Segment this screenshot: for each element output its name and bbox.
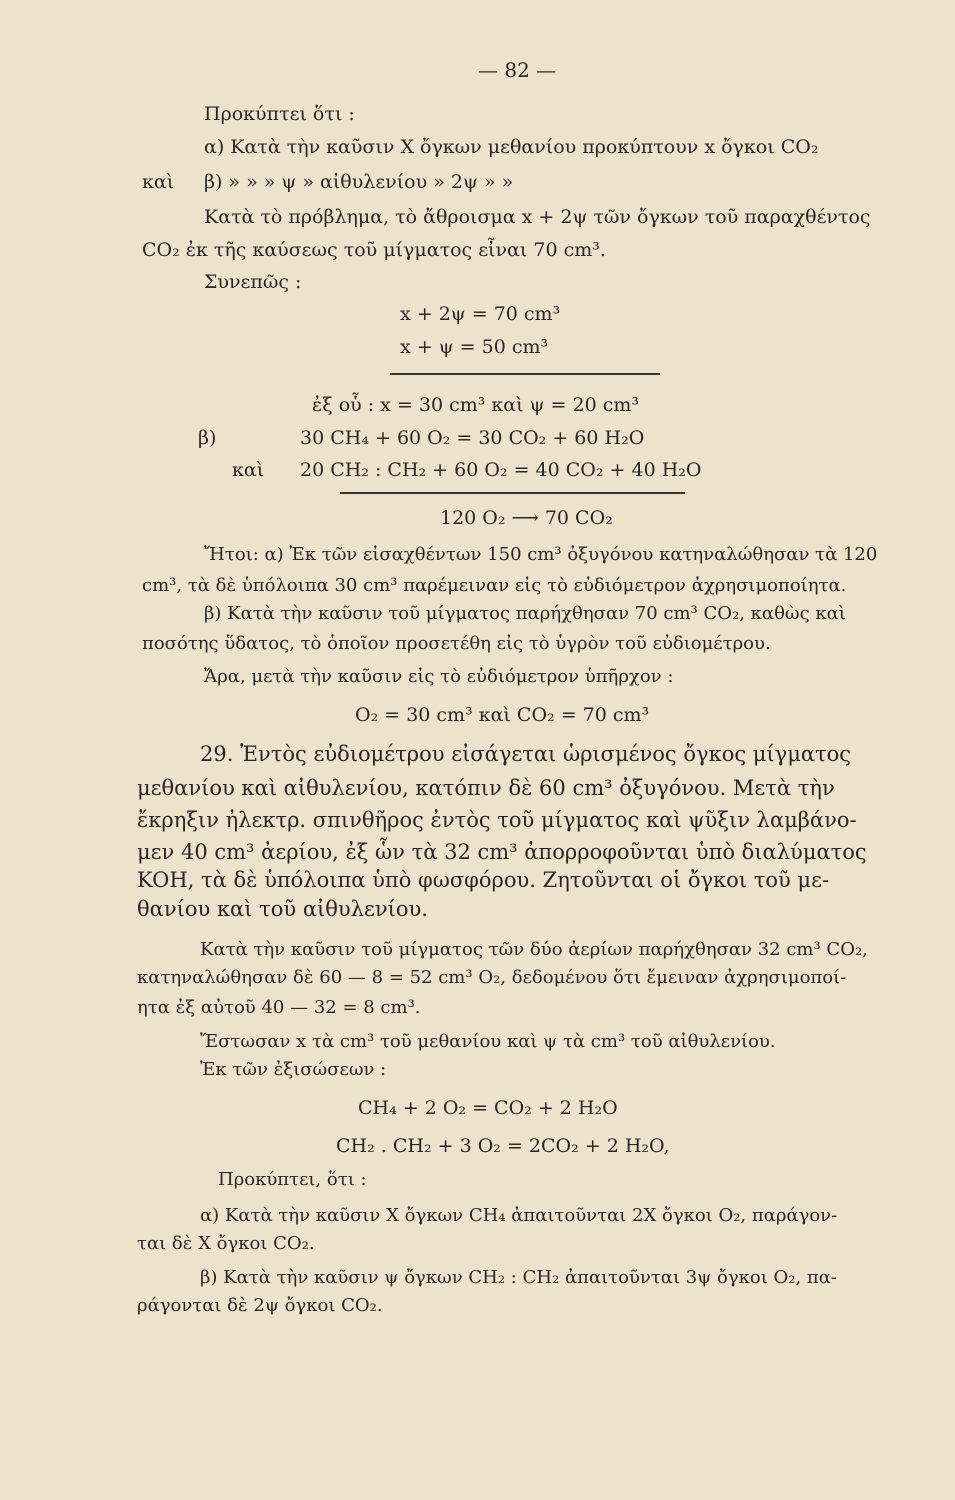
text-line: ται δὲ X ὄγκοι CO₂.: [137, 1233, 315, 1254]
divider: [340, 492, 685, 494]
equation: x + 2ψ = 70 cm³: [400, 303, 561, 325]
text-line: cm³, τὰ δὲ ὑπόλοιπα 30 cm³ παρέμειναν εἰς τὸ εὐδιόμετρον ἀχρησιμοποίητα.: [142, 575, 847, 596]
equation: CH₄ + 2 O₂ = CO₂ + 2 H₂O: [358, 1097, 618, 1119]
problem-text: μεθανίου καὶ αἰθυλενίου, κατόπιν δὲ 60 cm³ ὀξυγόνου. Μετὰ τὴν: [137, 776, 835, 800]
problem-text: 29. Ἐντὸς εὐδιομέτρου εἰσάγεται ὡρισμένος ὄγκος μίγματος: [200, 742, 852, 766]
text-line: ητα ἐξ αὐτοῦ 40 — 32 = 8 cm³.: [137, 997, 421, 1018]
page-number: — 82 —: [478, 58, 557, 82]
divider: [390, 373, 660, 375]
problem-text: KOH, τὰ δὲ ὑπόλοιπα ὑπὸ φωσφόρου. Ζητοῦνται οἱ ὄγκοι τοῦ με-: [137, 868, 830, 892]
problem-text: θανίου καὶ τοῦ αἰθυλενίου.: [137, 897, 428, 921]
text-line: Ἔστωσαν x τὰ cm³ τοῦ μεθανίου καὶ ψ τὰ cm³ τοῦ αἰθυλενίου.: [200, 1031, 776, 1052]
text-line: ράγονται δὲ 2ψ ὄγκοι CO₂.: [137, 1295, 383, 1316]
text-line: β) Κατὰ τὴν καῦσιν τοῦ μίγματος παρήχθησαν 70 cm³ CO₂, καθὼς καὶ: [204, 603, 846, 624]
label: β): [198, 427, 217, 449]
text-line: Ἤτοι: α) Ἐκ τῶν εἰσαχθέντων 150 cm³ ὀξυγόνου κατηναλώθησαν τὰ 120: [204, 544, 878, 565]
text-line: κατηναλώθησαν δὲ 60 — 8 = 52 cm³ O₂, δεδομένου ὅτι ἔμειναν ἀχρησιμοποί-: [137, 967, 847, 988]
equation: x + ψ = 50 cm³: [400, 336, 549, 358]
reaction: 30 CH₄ + 60 O₂ = 30 CO₂ + 60 H₂O: [300, 427, 645, 449]
final-result: O₂ = 30 cm³ καὶ CO₂ = 70 cm³: [355, 704, 650, 726]
reaction: 20 CH₂ : CH₂ + 60 O₂ = 40 CO₂ + 40 H₂O: [300, 459, 702, 481]
text-line: α) Κατὰ τὴν καῦσιν X ὄγκων CH₄ ἀπαιτοῦνται 2X ὄγκοι O₂, παράγον-: [200, 1205, 838, 1226]
text-line: α) Κατὰ τὴν καῦσιν X ὄγκων μεθανίου προκύπτουν x ὄγκοι CO₂: [204, 136, 819, 158]
text-line: CO₂ ἐκ τῆς καύσεως τοῦ μίγματος εἶναι 70 cm³.: [142, 239, 606, 261]
text-line: ποσότης ὕδατος, τὸ ὁποῖον προσετέθη εἰς τὸ ὑγρὸν τοῦ εὐδιομέτρου.: [142, 633, 771, 654]
reaction-sum: 120 O₂ ⟶ 70 CO₂: [440, 507, 613, 529]
text-line: Ἐκ τῶν ἐξισώσεων :: [200, 1059, 387, 1080]
text-line-prefix: καὶ: [142, 171, 175, 193]
text-line: Προκύπτει, ὅτι :: [218, 1169, 367, 1190]
solution-line: ἐξ οὗ : x = 30 cm³ καὶ ψ = 20 cm³: [312, 394, 639, 416]
text-line: Κατὰ τὴν καῦσιν τοῦ μίγματος τῶν δύο ἀερίων παρήχθησαν 32 cm³ CO₂,: [200, 939, 868, 960]
text-line: β) Κατὰ τὴν καῦσιν ψ ὄγκων CH₂ : CH₂ ἀπαιτοῦνται 3ψ ὄγκοι O₂, πα-: [200, 1267, 837, 1288]
problem-text: ἔκρηξιν ἠλεκτρ. σπινθῆρος ἐντὸς τοῦ μίγματος καὶ ψῦξιν λαμβάνο-: [137, 808, 857, 832]
problem-text: μεν 40 cm³ ἀερίου, ἐξ ὧν τὰ 32 cm³ ἀπορροφοῦνται ὑπὸ διαλύματος: [137, 840, 867, 864]
equation: CH₂ . CH₂ + 3 O₂ = 2CO₂ + 2 H₂O,: [336, 1135, 670, 1157]
text-line: Ἄρα, μετὰ τὴν καῦσιν εἰς τὸ εὐδιόμετρον ὑπῆρχον :: [204, 666, 674, 687]
hence-label: Συνεπῶς :: [204, 271, 302, 293]
label: καὶ: [232, 459, 265, 481]
text-line: Κατὰ τὸ πρόβλημα, τὸ ἄθροισμα x + 2ψ τῶν ὄγκων τοῦ παραχθέντος: [204, 206, 871, 228]
result-heading: Προκύπτει ὅτι :: [204, 103, 355, 125]
text-line: β) » » » ψ » αἰθυλενίου » 2ψ » »: [204, 171, 514, 193]
